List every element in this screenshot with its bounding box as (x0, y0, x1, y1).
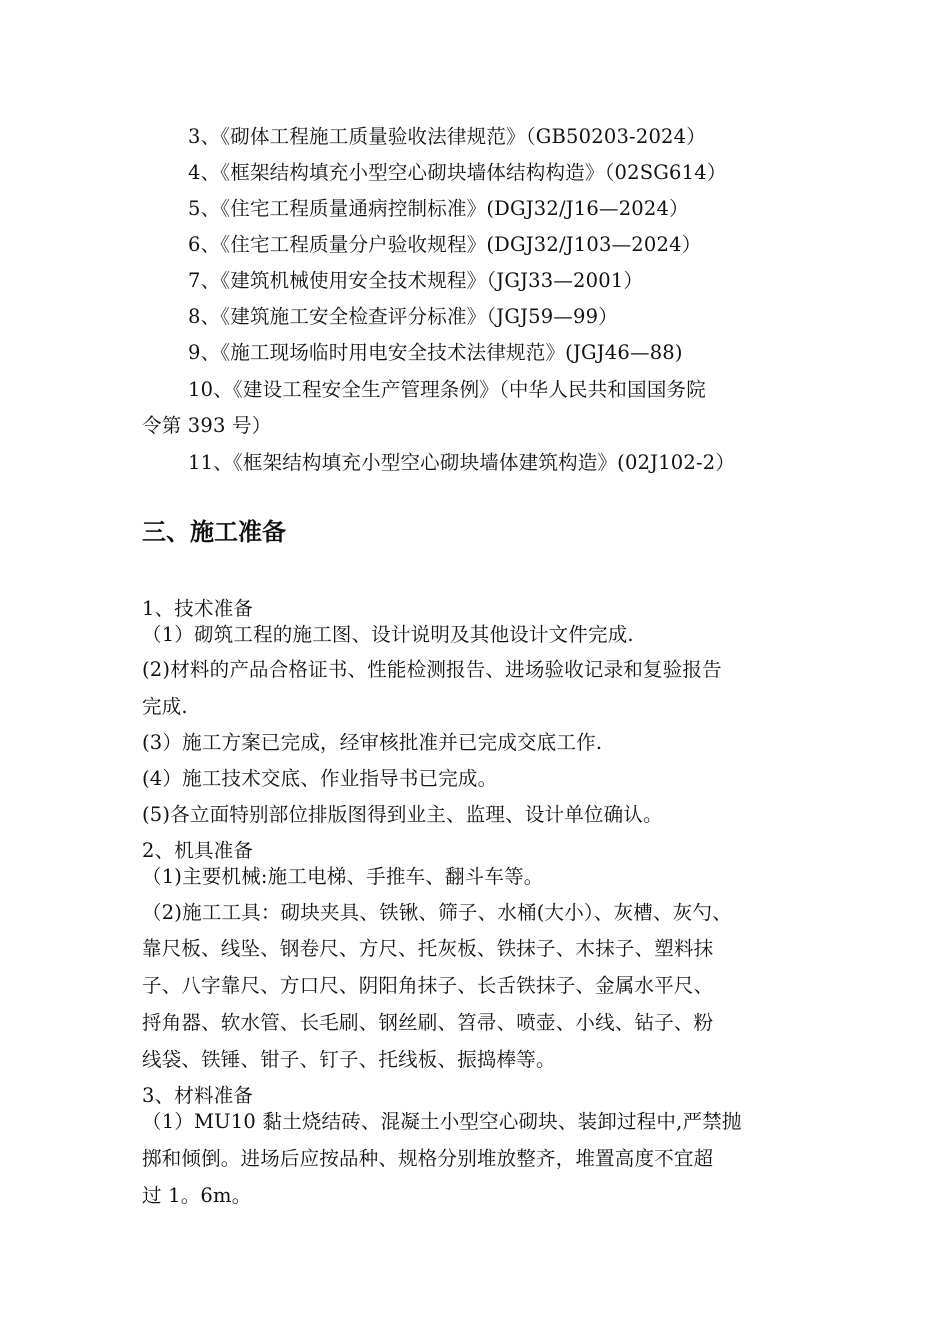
materials-line: 过 1。6m。 (142, 1184, 252, 1207)
reference-item-10: 10、《建设工程安全生产管理条例》（中华人民共和国国务院 (188, 378, 706, 401)
reference-item-9: 9、《施工现场临时用电安全技术法律规范》(JGJ46—88) (188, 341, 683, 364)
reference-item-7: 7、《建筑机械使用安全技术规程》（JGJ33—2001） (188, 269, 644, 292)
materials-line: （1）MU10 黏土烧结砖、混凝土小型空心砌块、装卸过程中,严禁抛 (142, 1110, 742, 1133)
reference-item-6: 6、《住宅工程质量分户验收规程》(DGJ32/J103—2024） (188, 233, 702, 256)
technical-line: (4）施工技术交底、作业指导书已完成。 (142, 767, 498, 790)
reference-item-5: 5、《住宅工程质量通病控制标准》(DGJ32/J16—2024） (188, 197, 689, 220)
technical-line: (5)各立面特别部位排版图得到业主、监理、设计单位确认。 (142, 803, 663, 826)
reference-item-4: 4、《框架结构填充小型空心砌块墙体结构构造》（02SG614） (188, 161, 727, 184)
reference-item-11: 11、《框架结构填充小型空心砌块墙体建筑构造》(02J102-2） (188, 451, 736, 474)
section-title: 三、施工准备 (142, 518, 286, 546)
reference-item-3: 3、《砌体工程施工质量验收法律规范》（GB50203-2024） (188, 125, 706, 148)
equipment-line: 线袋、铁锤、钳子、钉子、托线板、振捣棒等。 (142, 1048, 556, 1071)
technical-line: (2)材料的产品合格证书、性能检测报告、进场验收记录和复验报告 (142, 658, 722, 681)
equipment-line: 子、八字靠尺、方口尺、阴阳角抹子、长舌铁抹子、金属水平尺、 (142, 974, 714, 997)
equipment-line: 靠尺板、线坠、钢卷尺、方尺、托灰板、铁抹子、木抹子、塑料抹 (142, 937, 714, 960)
equipment-line: （2)施工工具：砌块夹具、铁锹、筛子、水桶(大小）、灰槽、灰勺、 (142, 901, 732, 924)
materials-heading: 3、材料准备 (142, 1084, 254, 1107)
equipment-line: （1)主要机械:施工电梯、手推车、翻斗车等。 (142, 865, 544, 888)
materials-line: 掷和倾倒。进场后应按品种、规格分别堆放整齐，堆置高度不宜超 (142, 1147, 714, 1170)
equipment-line: 捋角器、软水管、长毛刷、钢丝刷、笤帚、喷壶、小线、钻子、粉 (142, 1011, 714, 1034)
technical-heading: 1、技术准备 (142, 597, 254, 620)
technical-line: (3）施工方案已完成，经审核批准并已完成交底工作. (142, 731, 603, 754)
technical-line: 完成. (142, 695, 188, 718)
reference-item-10-continued: 令第 393 号） (142, 414, 272, 437)
reference-item-8: 8、《建筑施工安全检查评分标准》（JGJ59—99） (188, 305, 618, 328)
technical-line: （1）砌筑工程的施工图、设计说明及其他设计文件完成. (142, 623, 634, 646)
equipment-heading: 2、机具准备 (142, 839, 254, 862)
